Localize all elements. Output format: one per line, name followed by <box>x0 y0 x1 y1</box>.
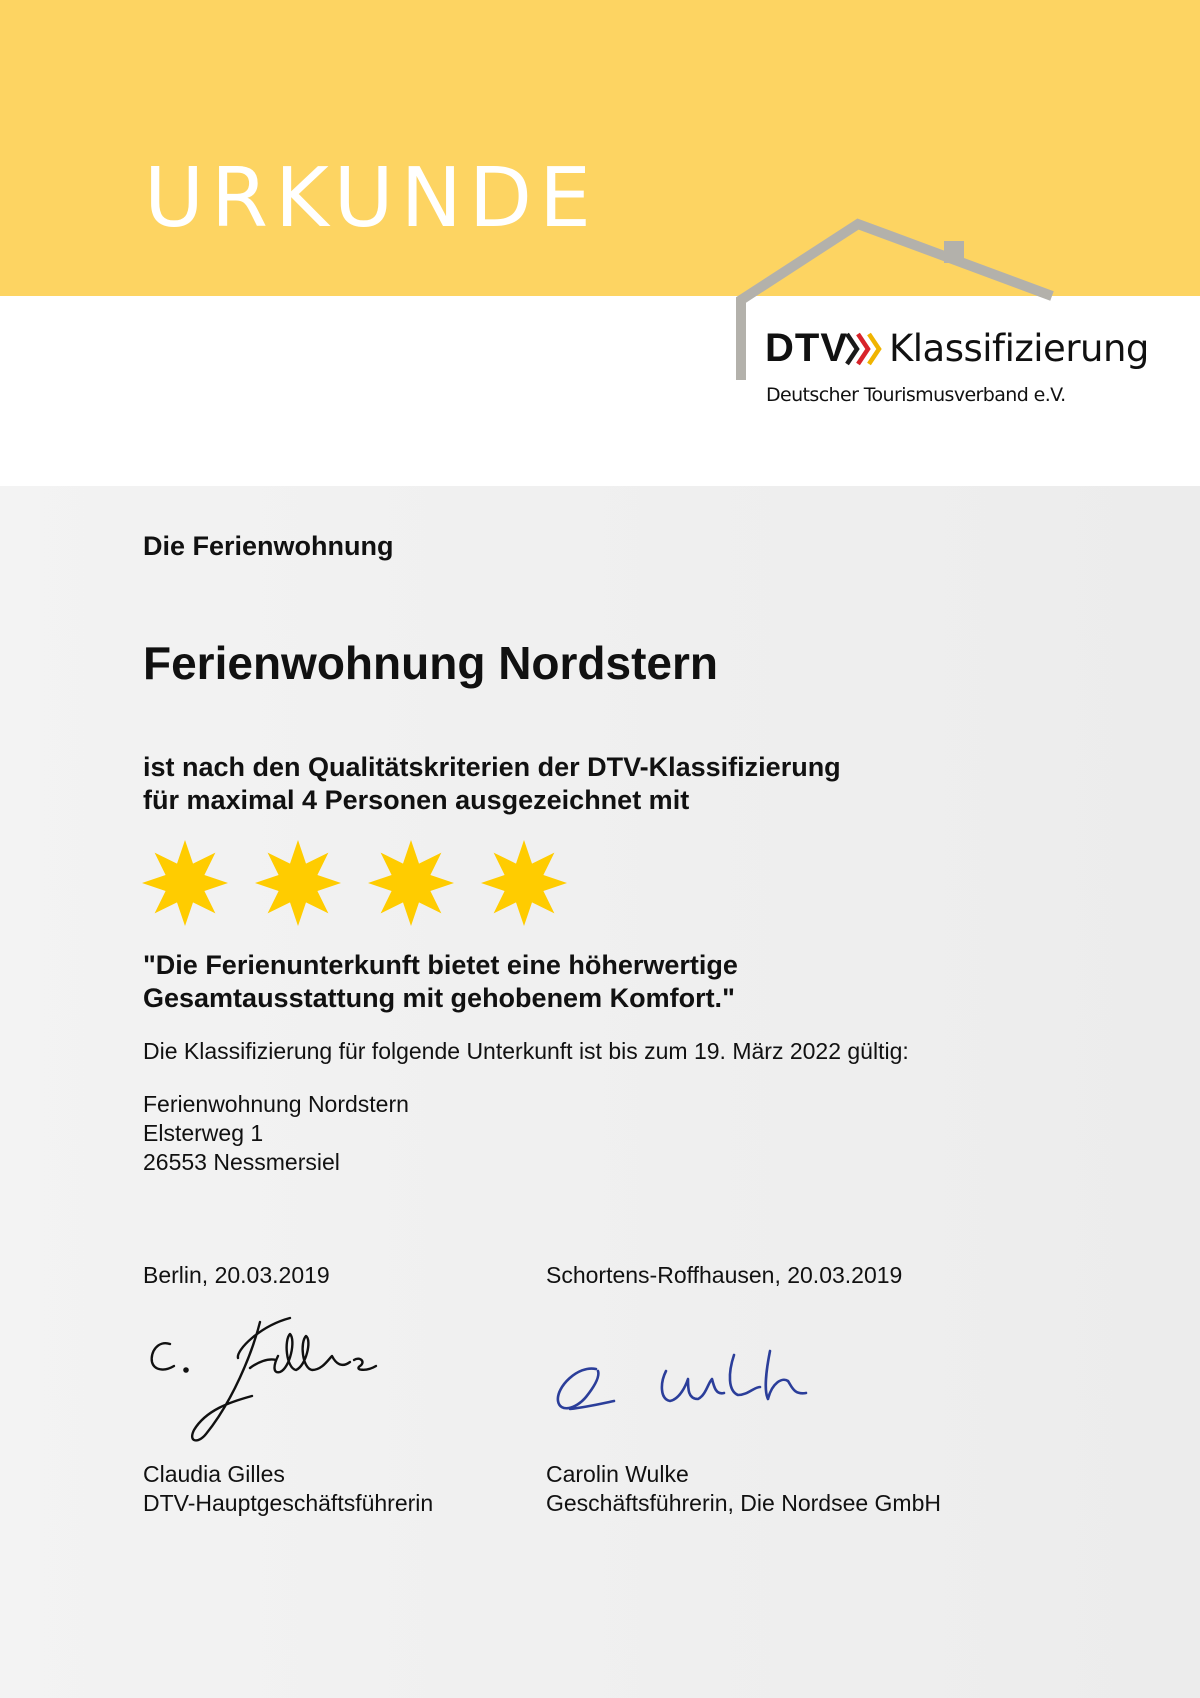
star-rating <box>141 838 591 928</box>
house-roof-icon <box>0 0 1200 486</box>
signer-right <box>546 1460 941 1518</box>
quote-line: Gesamtausstattung mit gehobenem Komfort." <box>143 983 735 1013</box>
place-date-left: Berlin, 20.03.2019 <box>143 1262 330 1288</box>
validity-text: Die Klassifizierung für folgende Unterkunft ist bis zum 19. März 2022 gültig: <box>143 1038 909 1064</box>
address-line: Elsterweg 1 <box>143 1120 264 1146</box>
property-name: Ferienwohnung Nordstern <box>143 637 718 689</box>
signature-left <box>140 1310 430 1450</box>
certificate-title: URKUNDE <box>144 151 598 246</box>
logo-subtitle: Deutscher Tourismusverband e.V. <box>766 384 1066 406</box>
quote-line: "Die Ferienunterkunft bietet eine höherwertige <box>143 950 738 980</box>
star-icon <box>255 840 341 926</box>
criteria-line: ist nach den Qualitätskriterien der DTV-Klassifizierung <box>143 752 841 782</box>
signer-name: Carolin Wulke <box>546 1461 689 1487</box>
star-icon <box>368 840 454 926</box>
address-line: Ferienwohnung Nordstern <box>143 1091 409 1117</box>
star-icon <box>481 840 567 926</box>
signer-name: Claudia Gilles <box>143 1461 285 1487</box>
place-date-right: Schortens-Roffhausen, 20.03.2019 <box>546 1262 903 1288</box>
star-icon <box>142 840 228 926</box>
signer-left <box>143 1460 433 1518</box>
chevrons-icon <box>844 328 886 370</box>
signer-role: Geschäftsführerin, Die Nordsee GmbH <box>546 1490 941 1516</box>
signer-role: DTV-Hauptgeschäftsführerin <box>143 1490 434 1516</box>
address-line: 26553 Nessmersiel <box>143 1149 340 1175</box>
logo-word: Klassifizierung <box>889 327 1149 370</box>
quote-text <box>143 949 738 1015</box>
criteria-line: für maximal 4 Personen ausgezeichnet mit <box>143 785 690 815</box>
address-block <box>143 1090 409 1177</box>
intro-text: Die Ferienwohnung <box>143 531 394 561</box>
criteria-text <box>143 751 841 817</box>
signature-right <box>548 1343 848 1438</box>
logo-brand: DTV <box>765 326 848 370</box>
